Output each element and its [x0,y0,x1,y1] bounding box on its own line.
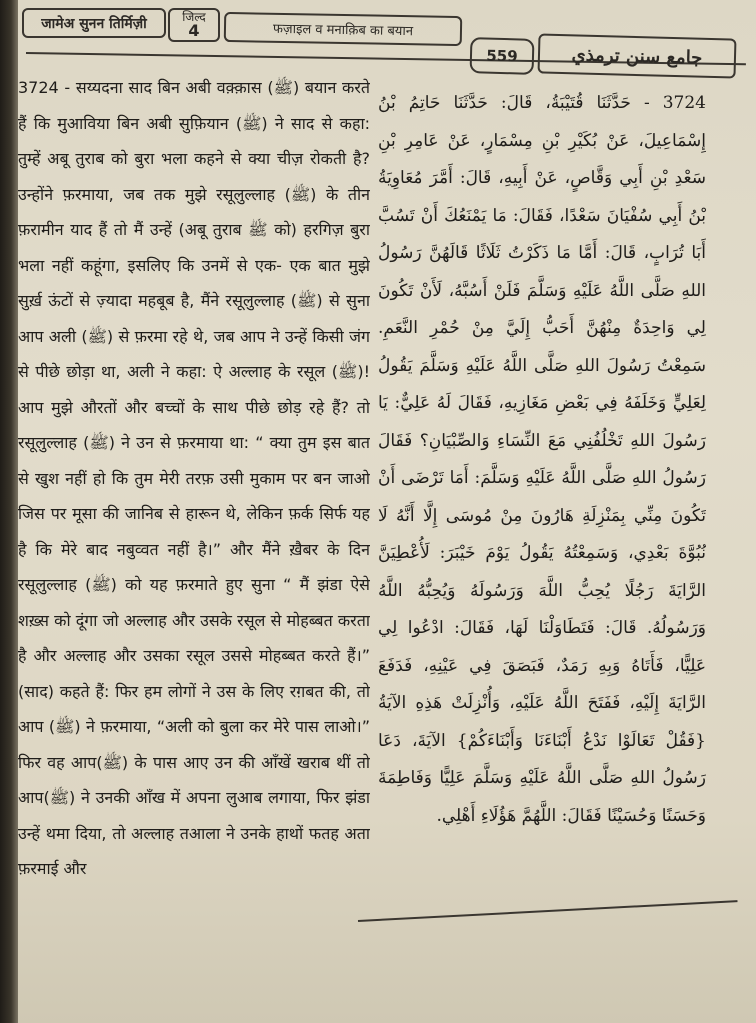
chapter-title: फज़ाइल व मनाक़िब का बयान [224,12,462,46]
volume-box [168,8,220,42]
volume-label: जिल्द [182,10,206,24]
book-binding [0,0,20,1023]
hindi-translation-column: 3724 - सय्यदना साद बिन अबी वक़्क़ास (ﷺ) बयान करते हैं कि मुआविया बिन अबी सुफ़ियान (ﷺ) ने साद से कहा: तुम्हें अबू तुराब को बुरा भला कहने से क्या चीज़ रोकती है? उन्होंने फ़रमाया, जब तक मुझे रसूलुल्लाह (ﷺ) के तीन फ़रामीन याद हैं तो मैं उन्हें (अबू तुराब ﷺ को) हरगिज़ बुरा भला नहीं कहूंगा, इसलिए कि उनमें से एक- एक बात मुझे सुर्ख़ ऊंटों से ज़्यादा महबूब है, मैंने रसूलुल्लाह (ﷺ) से सुना आप अली (ﷺ) से फ़रमा रहे थे, जब आप ने उन्हें किसी जंग से पीछे छोड़ा था, अली ने कहा: ऐ अल्लाह के रसूल (ﷺ)! आप मुझे औरतों और बच्चों के साथ पीछे छोड़ रहे हैं? तो रसूलुल्लाह (ﷺ) ने उन से फ़रमाया था: “ क्या तुम इस बात से खुश नहीं हो कि तुम मेरी तरफ़ उसी मुकाम पर बन जाओ जिस पर मूसा की जानिब से हारून थे, लेकिन फ़र्क सिर्फ यह है कि मेरे बाद नबुव्वत नहीं है।” और मैंने ख़ैबर के दिन रसूलुल्लाह (ﷺ) को यह फ़रमाते हुए सुना “ मैं झंडा ऐसे शख़्स को दूंगा जो अल्लाह और उसके रसूल से मोहब्बत करता है और अल्लाह और उसका रसूल उससे मोहब्बत करते हैं।” (साद) कहते हैं: फिर हम लोगों ने उस के लिए रग़बत की, तो आप (ﷺ) ने फ़रमाया, “अली को बुला कर मेरे पास लाओ।” फिर वह आप(ﷺ) के पास आए उन की आँखें खराब थीं तो आप(ﷺ) ने उनकी आँख में अपना लुआब लगाया, फिर झंडा उन्हें थमा दिया, तो अल्लाह तआला ने उनके हाथों फतह अता फ़रमाई और [18,78,370,878]
arabic-hadith-column: 3724 - حَدَّثَنَا قُتَيْبَةُ، قَالَ: حَدَّثَنَا حَاتِمُ بْنُ إِسْمَاعِيلَ، عَنْ بُكَيْرِ بْنِ مِسْمَارٍ، عَنْ عَامِرِ بْنِ سَعْدِ بْنِ أَبِي وَقَّاصٍ، عَنْ أَبِيهِ، قَالَ: أَمَّرَ مُعَاوِيَةُ بْنُ أَبِي سُفْيَانَ سَعْدًا، فَقَالَ: مَا يَمْنَعُكَ أَنْ تَسُبَّ أَبَا تُرَابٍ، قَالَ: أَمَّا مَا ذَكَرْتُ ثَلَاثًا قَالَهُنَّ رَسُولُ اللهِ صَلَّى اللَّهُ عَلَيْهِ وَسَلَّمَ فَلَنْ أَسُبَّهُ، لَأَنْ تَكُونَ لِي وَاحِدَةٌ مِنْهُنَّ أَحَبُّ إِلَيَّ مِنْ حُمْرِ النَّعَمِ. سَمِعْتُ رَسُولَ اللهِ صَلَّى اللَّهُ عَلَيْهِ وَسَلَّمَ يَقُولُ لِعَلِيٍّ وَخَلَفَهُ فِي بَعْضِ مَغَازِيهِ، فَقَالَ لَهُ عَلِيٌّ: يَا رَسُولَ اللهِ تَخْلُفُنِي مَعَ النِّسَاءِ وَالصِّبْيَانِ؟ فَقَالَ رَسُولُ اللهِ صَلَّى اللَّهُ عَلَيْهِ وَسَلَّمَ: أَمَا تَرْضَى أَنْ تَكُونَ مِنِّي بِمَنْزِلَةِ هَارُونَ مِنْ مُوسَى إِلَّا أَنَّهُ لَا نُبُوَّةَ بَعْدِي، وَسَمِعْتُهُ يَقُولُ يَوْمَ خَيْبَرَ: لَأُعْطِيَنَّ الرَّايَةَ رَجُلًا يُحِبُّ اللَّهَ وَرَسُولَهُ وَيُحِبُّهُ اللَّهُ وَرَسُولُهُ. قَالَ: فَتَطَاوَلْنَا لَهَا، فَقَالَ: ادْعُوا لِي عَلِيًّا، فَأَتَاهُ وَبِهِ رَمَدٌ، فَبَصَقَ فِي عَيْنِهِ، فَدَفَعَ الرَّايَةَ إِلَيْهِ، فَفَتَحَ اللَّهُ عَلَيْهِ، وَأُنْزِلَتْ هَذِهِ الآيَةُ {فَقُلْ تَعَالَوْا نَدْعُ أَبْنَاءَنَا وَأَبْنَاءَكُمْ} الآيَةَ، دَعَا رَسُولُ اللهِ صَلَّى اللَّهُ عَلَيْهِ وَسَلَّمَ عَلِيًّا وَفَاطِمَةَ وَحَسَنًا وَحُسَيْنًا فَقَالَ: اللَّهُمَّ هَؤُلَاءِ أَهْلِي. [378,93,706,826]
book-page [18,0,756,1023]
page-number: 559 [470,37,535,75]
volume-number: 4 [188,21,200,40]
book-title-arabic: جامع سنن ترمذي [538,33,737,78]
book-title-hindi: जामेअ सुनन तिर्मिज़ी [22,8,166,38]
